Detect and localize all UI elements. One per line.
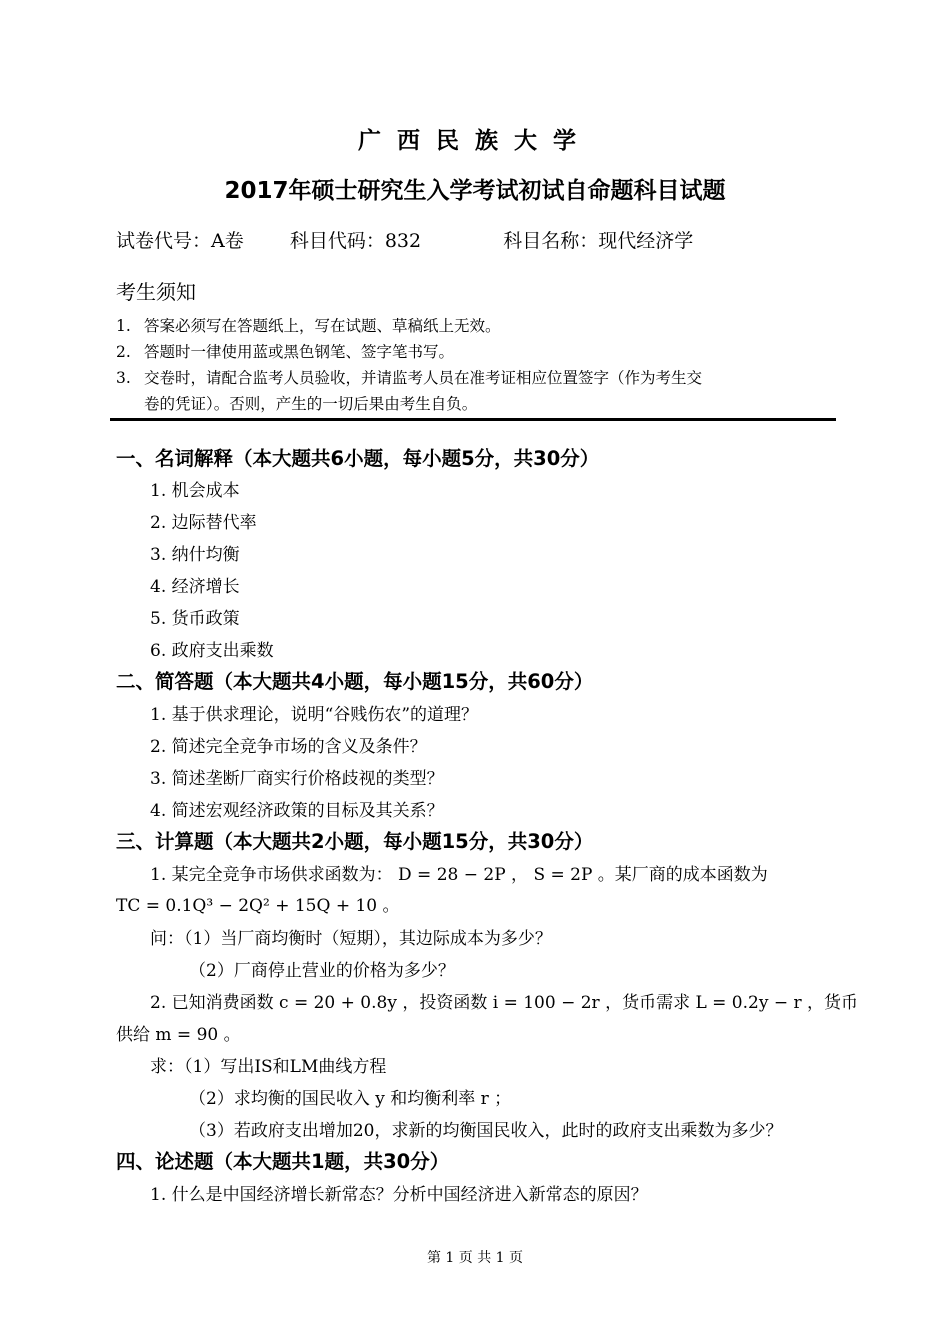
university-name: 广西民族大学 — [358, 128, 592, 154]
question-text: 2. 已知消费函数 c = 20 + 0.8y ，投资函数 i = 100 − 2r ，货币需求 L = 0.2y − r ，货币 — [150, 993, 859, 1013]
subject-name: 科目名称：现代经济学 — [503, 230, 694, 252]
exam-meta — [116, 226, 693, 253]
question-text: （3）若政府支出增加20，求新的均衡国民收入，此时的政府支出乘数为多少？ — [189, 1121, 783, 1141]
notice-item: 1. 答案必须写在答题纸上，写在试题、草稿纸上无效。 — [116, 317, 501, 335]
question-item: 6. 政府支出乘数 — [150, 641, 274, 661]
exam-title: 2017年硕士研究生入学考试初试自命题科目试题 — [224, 178, 726, 204]
question-text: 求：（1）写出IS和LM曲线方程 — [150, 1057, 387, 1077]
divider-rule — [110, 418, 836, 421]
question-item: 1. 基于供求理论，说明“谷贱伤农”的道理？ — [150, 705, 479, 725]
notice-heading: 考生须知 — [116, 280, 196, 304]
question-text: 问：（1）当厂商均衡时（短期），其边际成本为多少？ — [150, 929, 552, 949]
question-item: 4. 简述宏观经济政策的目标及其关系？ — [150, 801, 444, 821]
question-item: 3. 简述垄断厂商实行价格歧视的类型？ — [150, 769, 444, 789]
question-item: 2. 边际替代率 — [150, 513, 257, 533]
question-item: 4. 经济增长 — [150, 577, 240, 597]
question-item: 1. 什么是中国经济增长新常态？分析中国经济进入新常态的原因？ — [150, 1185, 648, 1205]
section-title: 一、名词解释（本大题共6小题，每小题5分，共30分） — [116, 447, 600, 470]
question-text: 1. 某完全竞争市场供求函数为： D = 28 − 2P ， S = 2P 。某厂商的成本函数为 — [150, 865, 768, 885]
question-item: 3. 纳什均衡 — [150, 545, 240, 565]
notice-item: 2. 答题时一律使用蓝或黑色钢笔、签字笔书写。 — [116, 343, 455, 361]
question-item: 5. 货币政策 — [150, 609, 240, 629]
section-title: 四、论述题（本大题共1题，共30分） — [116, 1150, 450, 1173]
question-text: TC = 0.1Q³ − 2Q² + 15Q + 10 。 — [116, 896, 400, 916]
question-item: 1. 机会成本 — [150, 481, 240, 501]
section-title: 二、简答题（本大题共4小题，每小题15分，共60分） — [116, 670, 594, 693]
question-text: （2）厂商停止营业的价格为多少？ — [189, 961, 455, 981]
question-item: 2. 简述完全竞争市场的含义及条件？ — [150, 737, 427, 757]
question-text: 供给 m = 90 。 — [116, 1025, 241, 1045]
question-text: （2）求均衡的国民收入 y 和均衡利率 r ； — [189, 1089, 512, 1109]
paper-code: 试卷代号：A卷 — [116, 230, 244, 252]
notice-item: 3. 交卷时，请配合监考人员验收，并请监考人员在准考证相应位置签字（作为考生交 卷的凭证）。否则，产生的一切后果由考生自负。 — [116, 369, 703, 413]
subject-code: 科目代码：832 — [289, 230, 422, 252]
section-title: 三、计算题（本大题共2小题，每小题15分，共30分） — [116, 830, 594, 853]
page-footer: 第 1 页 共 1 页 — [426, 1250, 524, 1266]
